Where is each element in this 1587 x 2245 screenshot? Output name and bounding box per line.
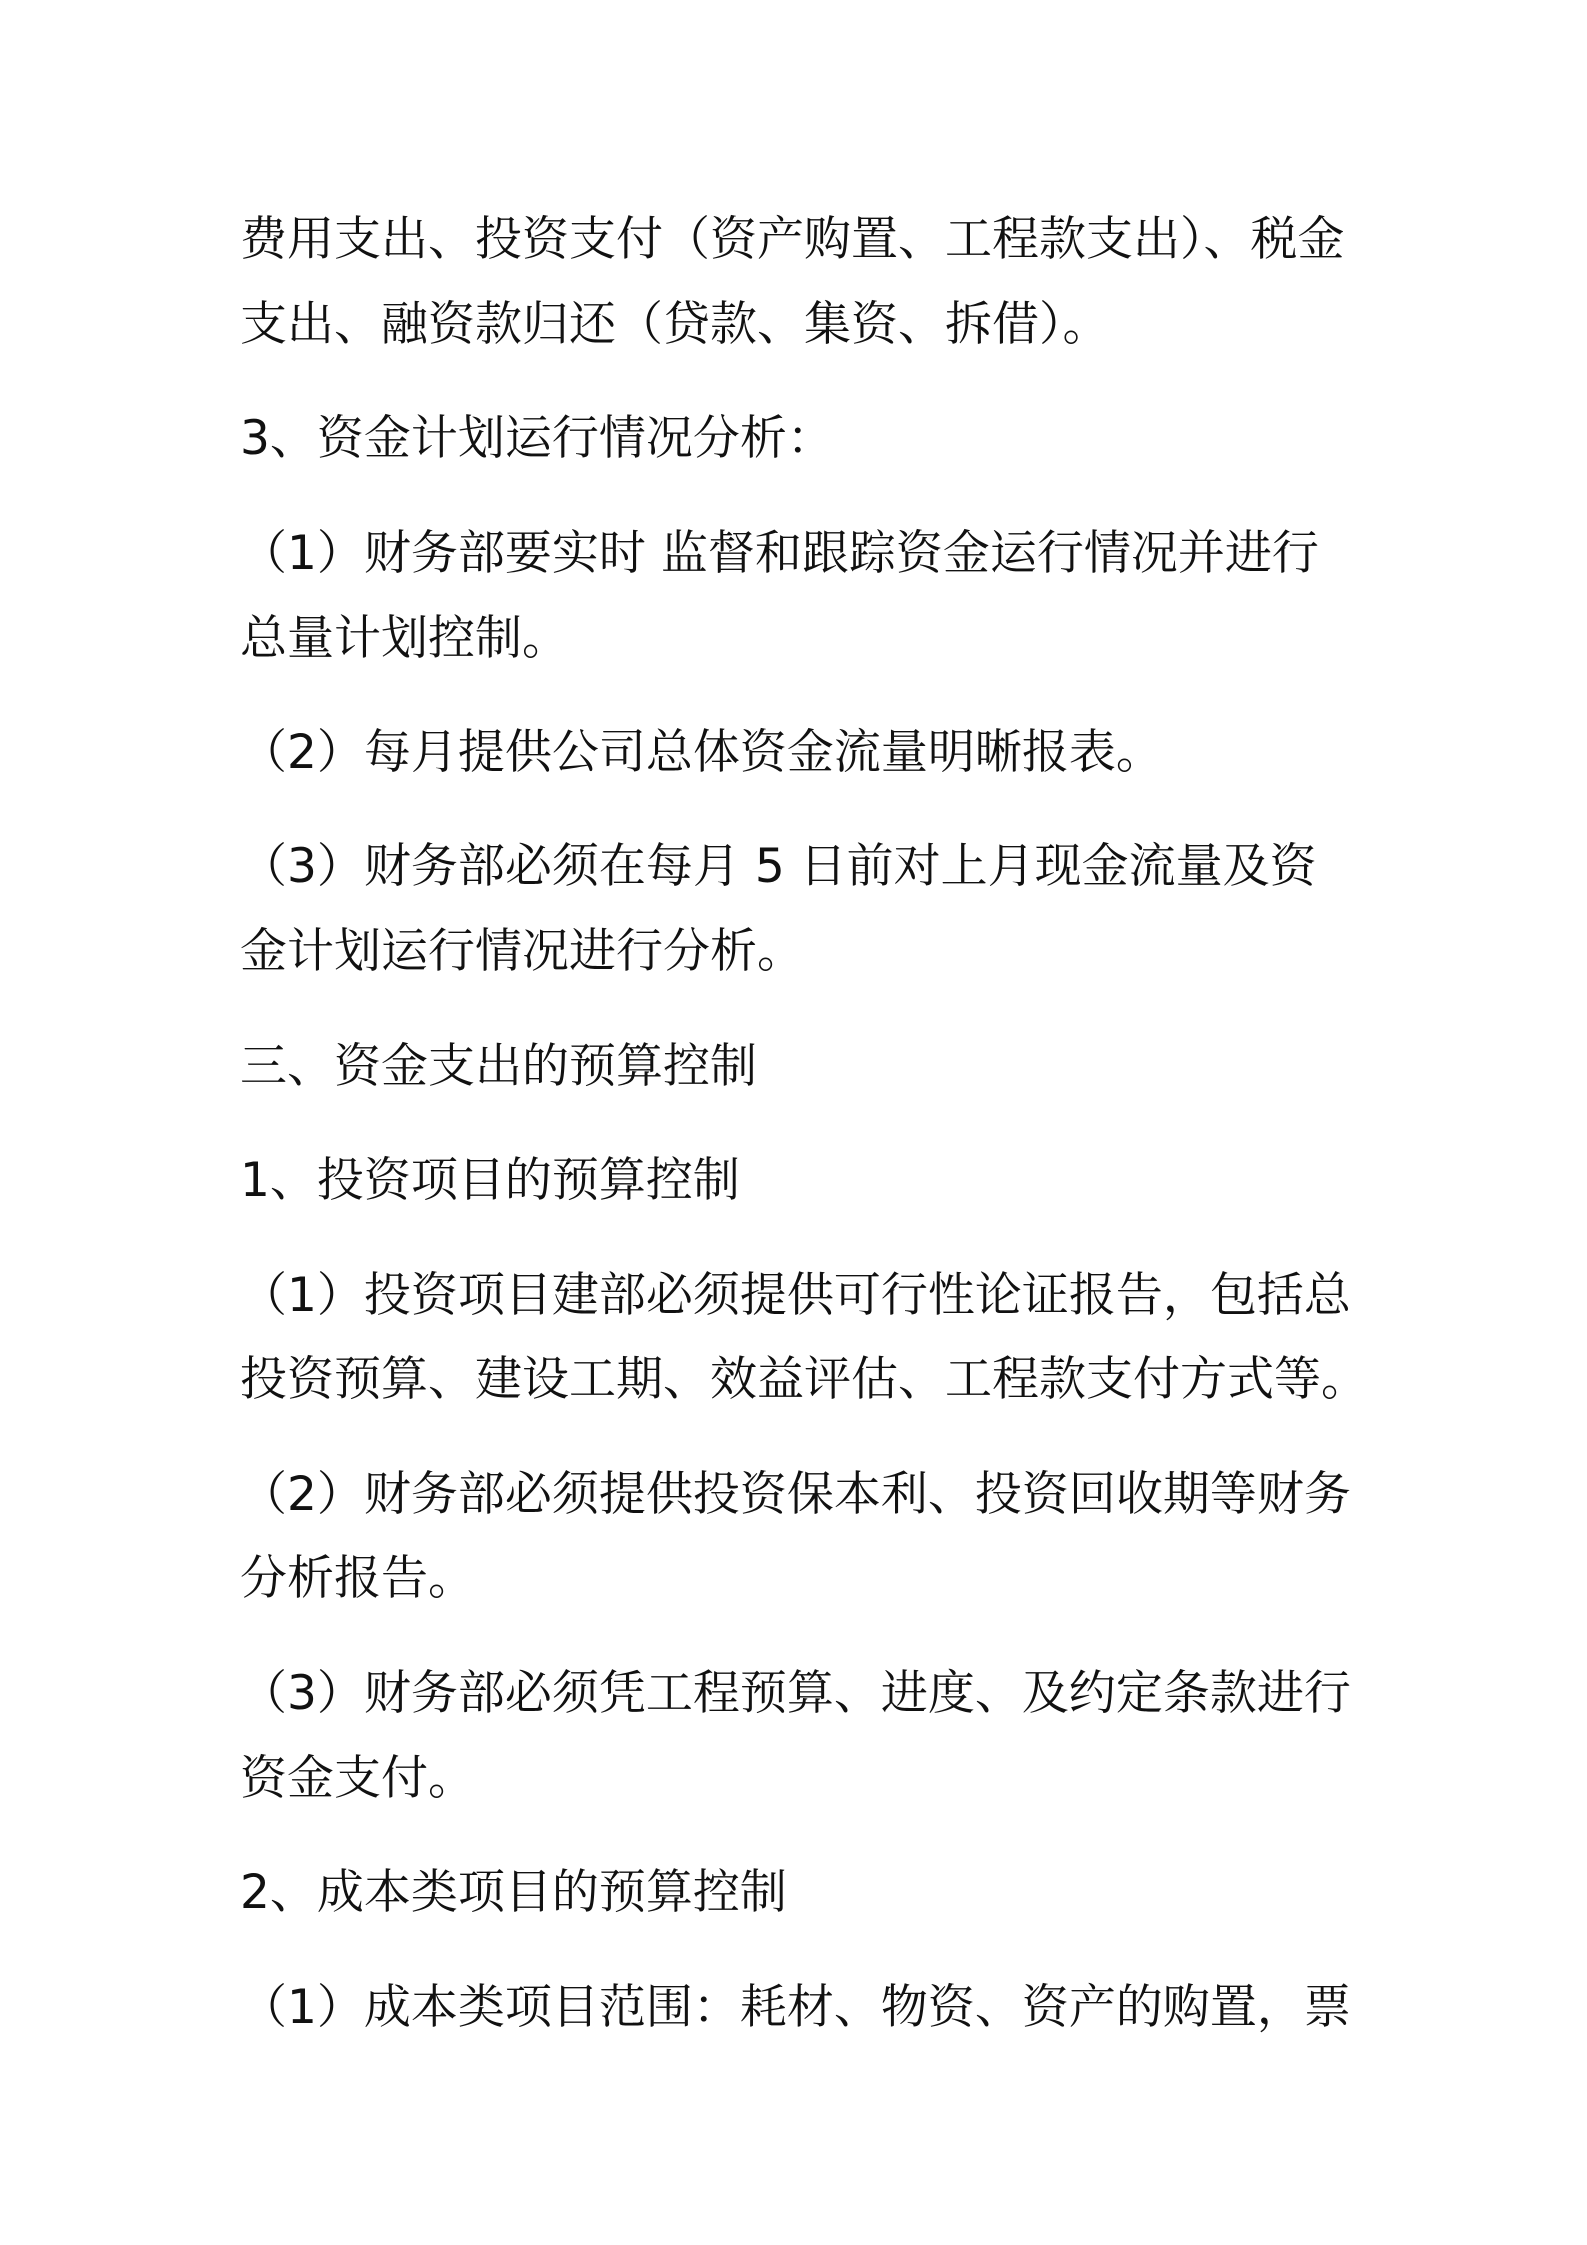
text-line-8: 金计划运行情况进行分析。 (240, 924, 804, 979)
heading-2-cost-budget: 2、成本类项目的预算控制 (240, 1865, 787, 1920)
text-line-1: 费用支出、投资支付（资产购置、工程款支出）、税金 (240, 212, 1345, 267)
text-line-15: （3）财务部必须凭工程预算、进度、及约定条款进行 (240, 1666, 1351, 1721)
text-line-16: 资金支付。 (240, 1751, 475, 1806)
text-line-5: 总量计划控制。 (240, 611, 569, 666)
section-heading-3-budget-control: 三、资金支出的预算控制 (240, 1039, 757, 1094)
text-line-12: 投资预算、建设工期、效益评估、工程款支付方式等。 (240, 1352, 1368, 1407)
text-line-2: 支出、融资款归还（贷款、集资、拆借）。 (240, 297, 1110, 352)
heading-3-fund-plan-analysis: 3、资金计划运行情况分析： (240, 411, 834, 466)
text-line-14: 分析报告。 (240, 1551, 475, 1606)
text-line-4: （1）财务部要实时 监督和跟踪资金运行情况并进行 (240, 526, 1319, 581)
text-line-13: （2）财务部必须提供投资保本利、投资回收期等财务 (240, 1467, 1351, 1522)
text-line-11: （1）投资项目建部必须提供可行性论证报告，包括总 (240, 1268, 1351, 1323)
text-line-6: （2）每月提供公司总体资金流量明晰报表。 (240, 725, 1163, 780)
heading-1-investment-budget: 1、投资项目的预算控制 (240, 1153, 740, 1208)
text-line-18: （1）成本类项目范围：耗材、物资、资产的购置，票 (240, 1980, 1351, 2035)
text-line-7: （3）财务部必须在每月 5 日前对上月现金流量及资 (240, 839, 1317, 894)
